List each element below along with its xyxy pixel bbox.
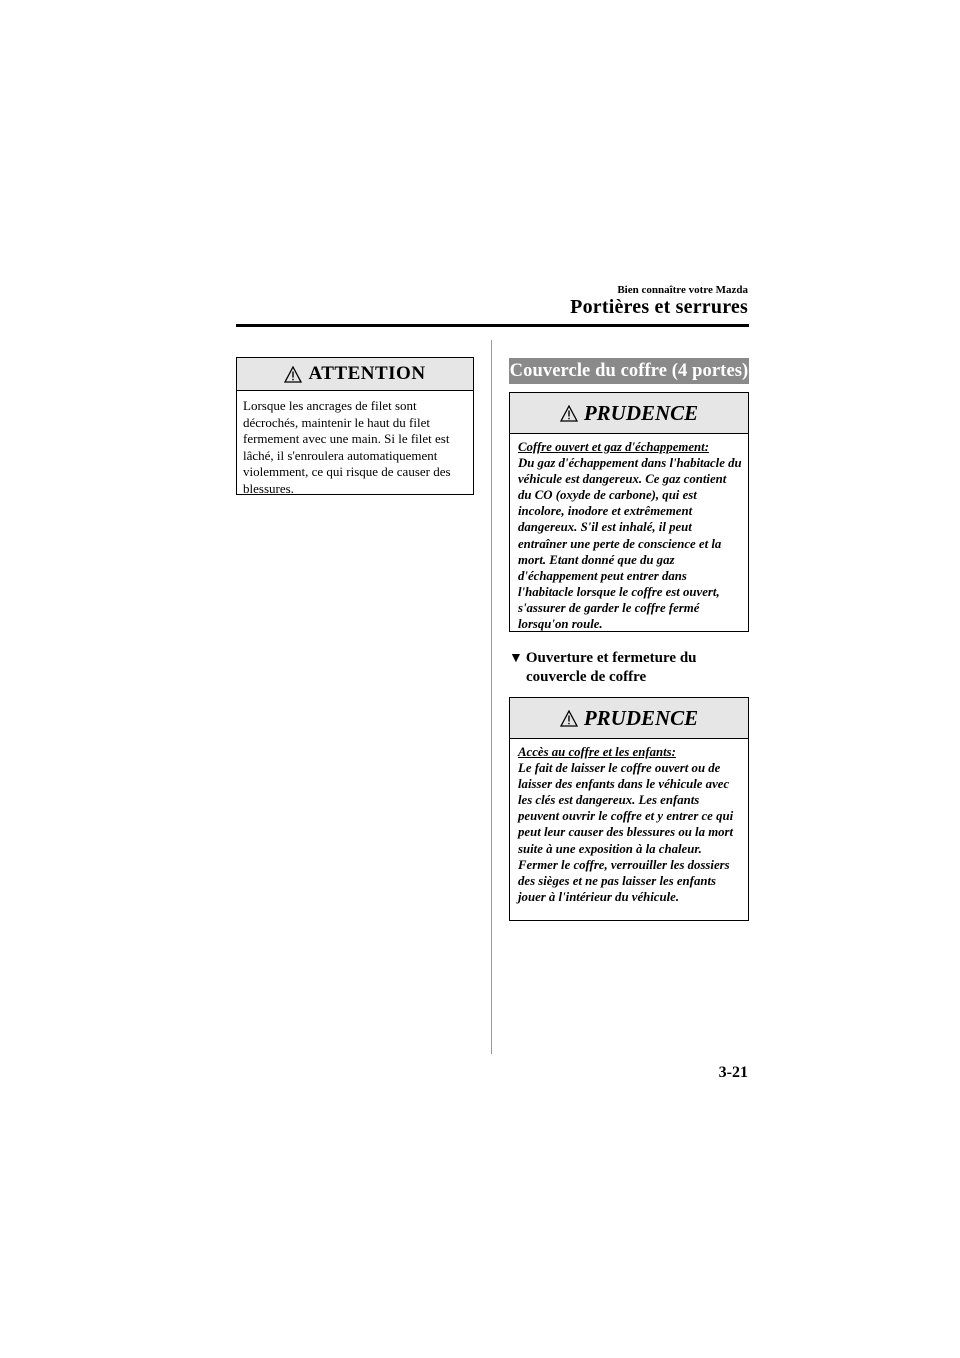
- attention-header: [237, 358, 473, 391]
- prudence-body: Du gaz d'échappement dans l'habitacle du véhicule est dangereux. Ce gaz contient du CO (oxyde de carbone), qui est incolore, inodore et extrêmement dangereux. S'il est inhalé, il peut entraîner une perte de conscience et la mort. Etant donné que du gaz d'échappement peut entrer dans l'habitacle lorsque le coffre est ouvert, s'assurer de garder le coffre fermé lorsqu'on roule.: [518, 456, 742, 632]
- attention-text: Lorsque les ancrages de filet sont décrochés, maintenir le haut du filet fermement avec une main. Si le filet est lâché, il s'enroulera automatiquement violemment, ce qui risque de causer des blessures.: [243, 398, 451, 496]
- header-section-label: Bien connaître votre Mazda: [617, 284, 748, 296]
- prudence-box-children: [509, 697, 749, 921]
- page-number: 3-21: [718, 1064, 748, 1081]
- prudence-subheading: Accès au coffre et les enfants:: [518, 745, 676, 759]
- warning-triangle-icon: [284, 366, 302, 383]
- column-divider: [491, 340, 492, 1054]
- prudence-title: PRUDENCE: [583, 400, 699, 425]
- prudence-title: PRUDENCE: [583, 705, 699, 730]
- prudence-text: [510, 434, 748, 632]
- prudence-body: Le fait de laisser le coffre ouvert ou de laisser des enfants dans le véhicule avec les clés est dangereux. Les enfants peuvent ouvrir le coffre et y entrer ce qui peut leur causer des blessures ou la mort suite à une exposition à la chaleur. Fermer le coffre, verrouiller les dossiers des sièges et ne pas laisser les enfants jouer à l'intérieur du véhicule.: [518, 761, 734, 904]
- header-rule: [236, 324, 749, 327]
- attention-title: ATTENTION: [308, 363, 426, 384]
- prudence-header: [510, 698, 748, 739]
- down-triangle-icon: ▼: [509, 651, 523, 666]
- warning-triangle-icon: [560, 710, 578, 727]
- warning-triangle-icon: [560, 405, 578, 422]
- header-section-title: Portières et serrures: [570, 296, 748, 318]
- subsection-heading-line1: Ouverture et fermeture du: [525, 650, 697, 666]
- prudence-box-exhaust: [509, 392, 749, 632]
- prudence-header: [510, 393, 748, 434]
- attention-box: [236, 357, 474, 495]
- subsection-heading-line2: couvercle de coffre: [526, 669, 647, 685]
- prudence-text: [510, 739, 748, 905]
- prudence-subheading: Coffre ouvert et gaz d'échappement:: [518, 440, 709, 454]
- section-heading-bar: Couvercle du coffre (4 portes): [509, 358, 749, 384]
- subsection-heading: [509, 649, 749, 686]
